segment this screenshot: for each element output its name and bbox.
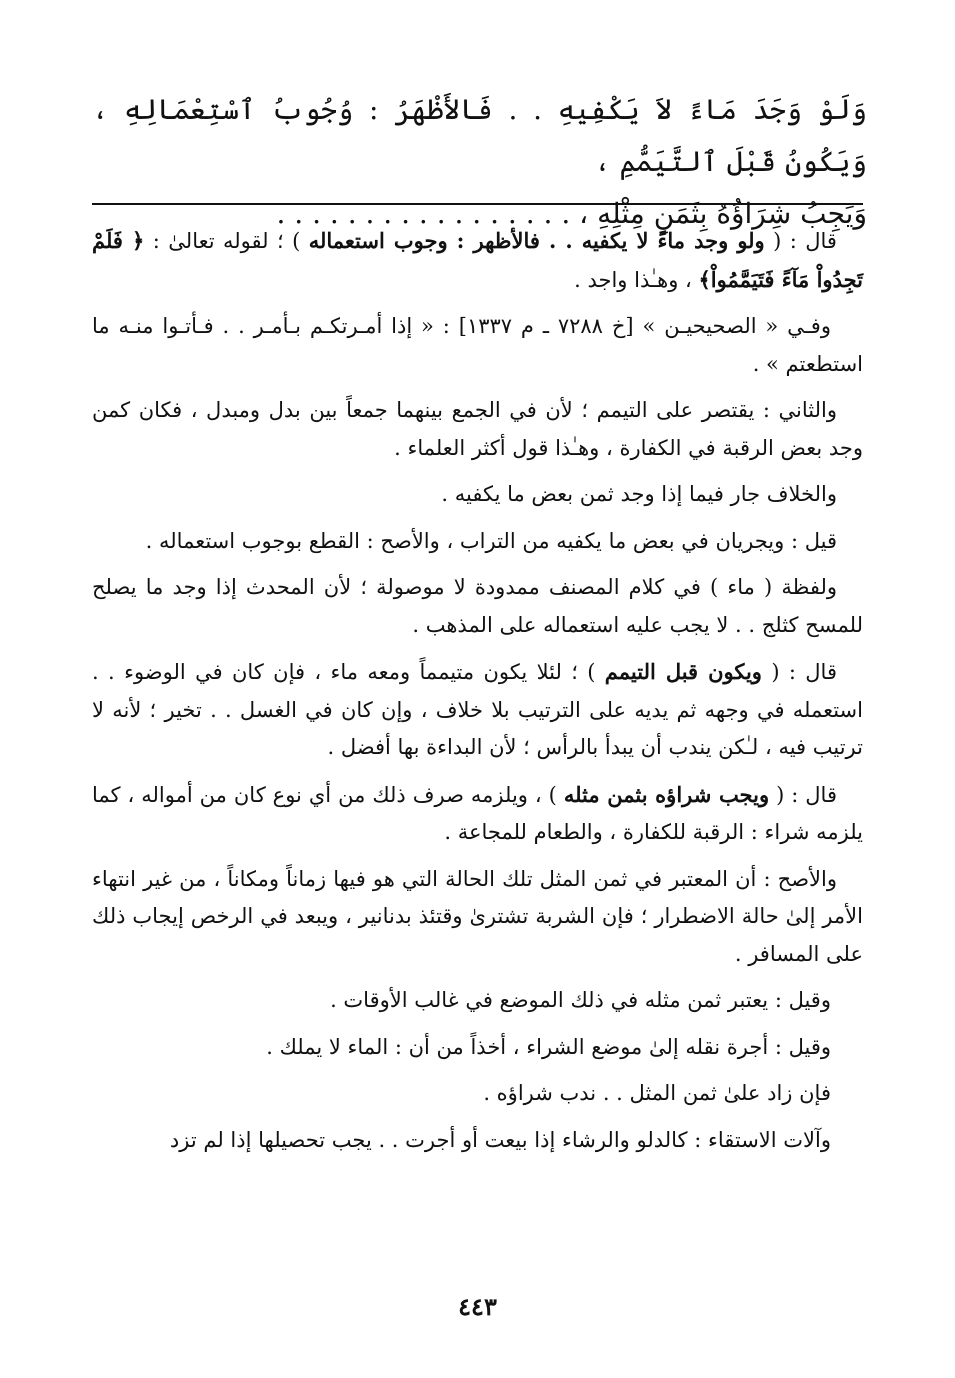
quran-verse: ﴿ فَلَمْ تَجِدُواْ مَآءً فَتَيَمَّمُواْ﴾ xyxy=(92,228,863,292)
separator-line xyxy=(92,203,863,205)
paragraph-1-cont: ) ؛ لقوله تعالىٰ : xyxy=(152,229,309,253)
paragraph-8-cont: ) ، ويلزمه صرف ذلك من أي نوع كان من أمواله ، كما يلزمه شراء : الرقبة للكفارة ، والطعام للمجاعة . xyxy=(92,782,863,844)
matn-dots: . . . . . . . . . . . . . . . . . xyxy=(276,197,571,230)
commentary-text xyxy=(92,222,863,1168)
paragraph-4: والخلاف جار فيما إذا وجد ثمن بعض ما يكفيه . xyxy=(441,482,837,506)
paragraph-7 xyxy=(92,653,863,767)
paragraph-12: فإن زاد علىٰ ثمن المثل . . ندب شراؤه . xyxy=(483,1081,831,1105)
paragraph-8 xyxy=(92,776,863,852)
paragraph-11: وقيل : أجرة نقله إلىٰ موضع الشراء ، أخذاً من أن : الماء لا يملك . xyxy=(266,1034,831,1059)
paragraph-3: والثاني : يقتصر على التيمم ؛ لأن في الجمع بينهما جمعاً بين بدل ومبدل ، فكان كمن وجد بعض الرقبة في الكفارة ، وهـٰذا قول أكثر العلماء . xyxy=(92,398,863,460)
paragraph-8-quote: ويجب شراؤه بثمن مثله xyxy=(563,781,770,807)
paragraph-7-intro: قال : ( xyxy=(761,660,837,684)
paragraph-1-intro: قال : ( xyxy=(764,229,837,253)
paragraph-7-cont: ) ؛ لئلا يكون متيمماً ومعه ماء ، فإن كان في الوضوء . . استعمله في وجهه ثم يديه على الترتيب بلا خلاف ، وإن كان في الغسل . . تخير ؛ لأنه لا ترتيب فيه ، لـٰكن يندب أن يبدأ بالرأس ؛ لأن البداءة بها أفضل . xyxy=(92,660,863,759)
paragraph-9: والأصح : أن المعتبر في ثمن المثل تلك الحالة التي هو فيها زماناً ومكاناً ، من غير انتهاء الأمر إلىٰ حالة الاضطرار ؛ فإن الشربة تشترىٰ وقتئذ بدنانير ، ويبعد في الرخص إيجاب ذلك على المسافر . xyxy=(92,866,863,966)
paragraph-8-intro: قال : ( xyxy=(769,782,837,807)
matn-line-2: وَيَجِبُ شِرَاؤُهُ بِثَمَنِ مِثْلِهِ ، xyxy=(579,197,867,230)
paragraph-1 xyxy=(92,222,863,299)
paragraph-10: وقيل : يعتبر ثمن مثله في ذلك الموضع في غالب الأوقات . xyxy=(330,988,831,1012)
paragraph-13: وآلات الاستقاء : كالدلو والرشاء إذا بيعت أو أجرت . . يجب تحصيلها إذا لم تزد xyxy=(169,1127,831,1152)
paragraph-1-quote: ولو وجد ماءً لا يكفيه . . فالأظهر : وجوب استعماله xyxy=(308,228,765,253)
matn-line-1: وَلَوْ وَجَدَ مَاءً لاَ يَكْفِيهِ . . فَالأَظْهَرُ : وُجُوبُ ٱسْتِعْمَالِهِ ، وَيَكُونُ قَبْلَ ٱلتَّيَمُّمِ ، xyxy=(92,93,867,178)
paragraph-6: ولفظة ( ماء ) في كلام المصنف ممدودة لا موصولة ؛ لأن المحدث إذا وجد ما يصلح للمسح كثلج . . لا يجب عليه استعماله على المذهب . xyxy=(92,575,863,637)
paragraph-1-end: ، وهـٰذا واجد . xyxy=(574,267,699,292)
matn-text xyxy=(92,84,867,240)
paragraph-2: وفـي « الصحيحيـن » [خ ٧٢٨٨ ـ م ١٣٣٧] : « إذا أمـرتكـم بـأمـر . . فـأتـوا منـه ما استطعتم » . xyxy=(92,314,863,376)
paragraph-7-quote: ويكون قبل التيمم xyxy=(604,659,762,684)
page-number: ٤٤٣ xyxy=(458,1292,497,1321)
paragraph-5: قيل : ويجريان في بعض ما يكفيه من التراب ، والأصح : القطع بوجوب استعماله . xyxy=(145,528,837,553)
